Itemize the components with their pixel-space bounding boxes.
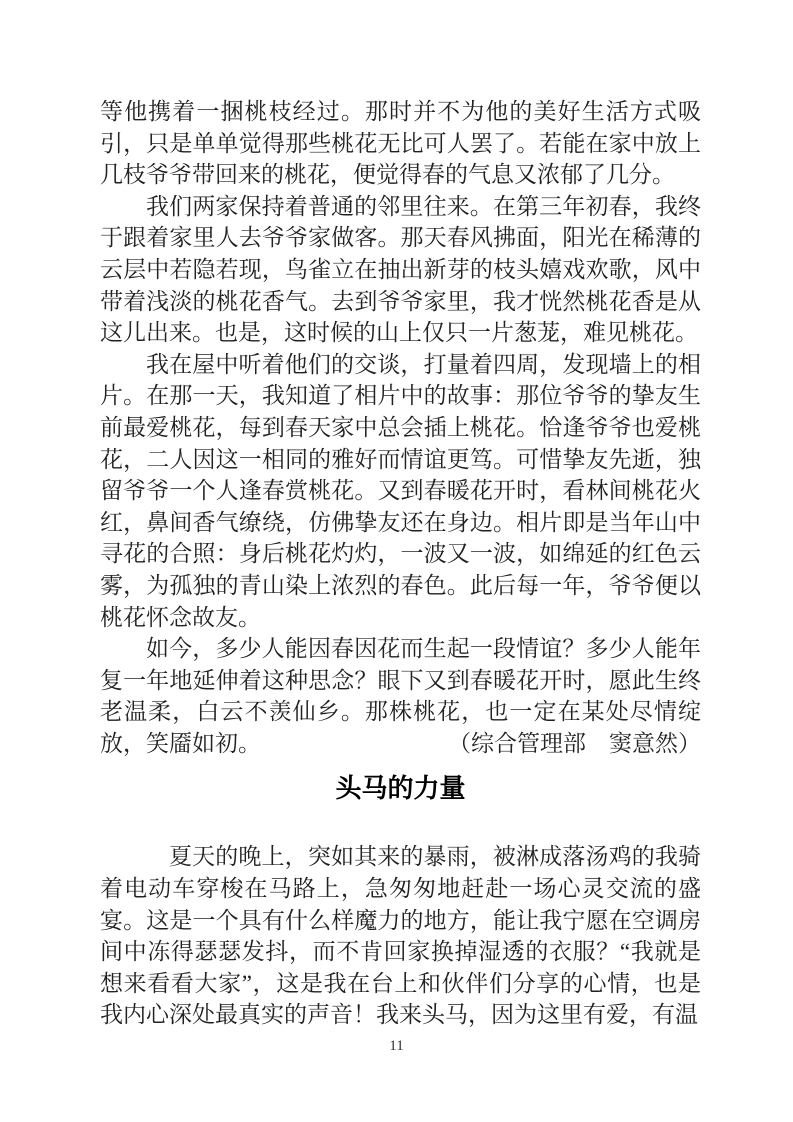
paragraph-peach-continuation: 等他携着一捆桃枝经过。那时并不为他的美好生活方式吸引，只是单单觉得那些桃花无比可人罢了。若能在家中放上几枝爷爷带回来的桃花，便觉得春的气息又浓郁了几分。 — [100, 99, 701, 188]
paragraph-text: 如今，多少人能因春因花而生起一段情谊？多少人能年复一年地延伸着这种思念？眼下又到春暖花开时，愿此生终老温柔，白云不羡仙乡。那株桃花，也一定在某处尽情绽放，笑靥如初。 — [100, 636, 701, 756]
paragraph-touma-1: 夏天的晚上，突如其来的暴雨，被淋成落汤鸡的我骑着电动车穿梭在马路上，急匆匆地赶赴一场心灵交流的盛宴。这是一个具有什么样魔力的地方，能让我宁愿在空调房间中冻得瑟瑟发抖，而不肯回家换掉湿透的衣服？“我就是想来看看大家”，这是我在台上和伙伴们分享的心情，也是我内心深处最真实的声音！我来头马，因为这里有爱，有温 — [100, 844, 701, 1028]
paragraph-peach-2: 我们两家保持着普通的邻里往来。在第三年初春，我终于跟着家里人去爷爷家做客。那天春风拂面，阳光在稀薄的云层中若隐若现，鸟雀立在抽出新芽的枝头嬉戏欢歌，风中带着浅淡的桃花香气。去到爷爷家里，我才恍然桃花香是从这儿出来。也是，这时候的山上仅只一片葱茏，难见桃花。 — [100, 193, 701, 346]
author-attribution: （综合管理部 窦意然） — [448, 730, 701, 756]
page-content — [100, 96, 701, 1031]
paragraph-peach-closing — [100, 633, 701, 759]
paragraph-peach-3: 我在屋中听着他们的交谈，打量着四周，发现墙上的相片。在那一天，我知道了相片中的故事：那位爷爷的挚友生前最爱桃花，每到春天家中总会插上桃花。恰逢爷爷也爱桃花，二人因这一相同的雅好而情谊更笃。可惜挚友先逝，独留爷爷一个人逢春赏桃花。又到春暖花开时，看林间桃花火红，鼻间香气缭绕，仿佛挚友还在身边。相片即是当年山中寻花的合照：身后桃花灼灼，一波又一波，如绵延的红色云雾，为孤独的青山染上浓烈的春色。此后每一年，爷爷便以桃花怀念故友。 — [100, 351, 701, 630]
article-title: 头马的力量 — [335, 773, 466, 804]
page-number: 11 — [389, 1038, 404, 1054]
